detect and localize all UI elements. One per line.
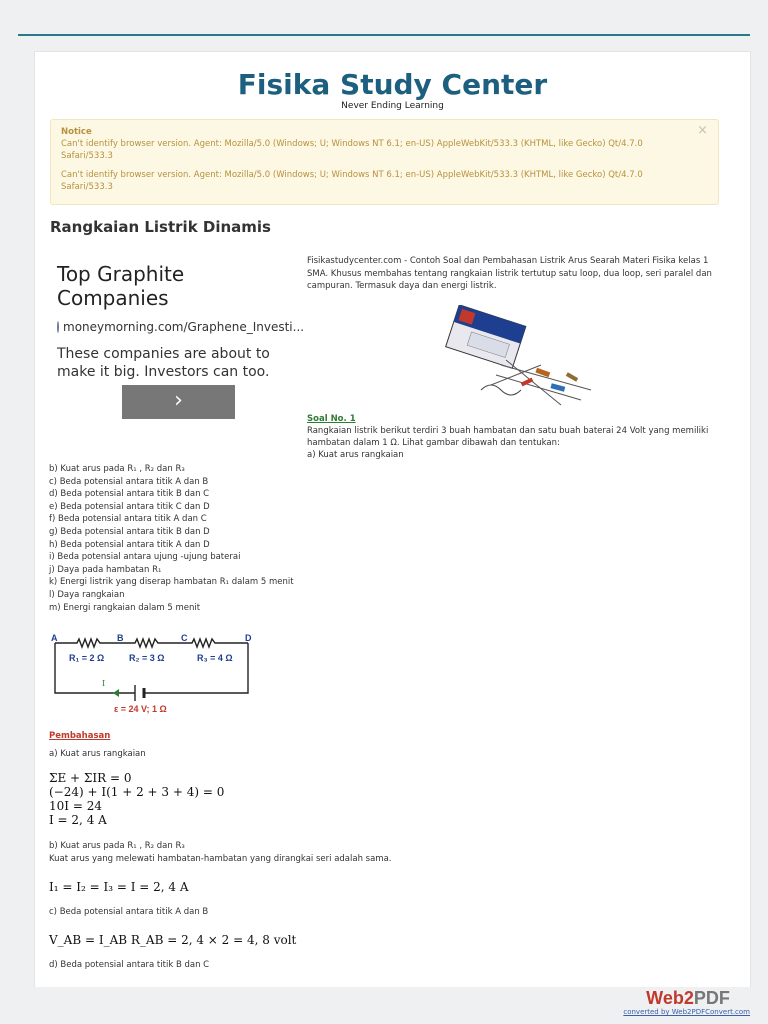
ad-description: These companies are about to make it big. Investors can too. <box>57 346 270 380</box>
question-section <box>307 413 719 461</box>
ad-title[interactable]: Top Graphite Companies <box>57 262 185 310</box>
list-item: g) Beda potensial antara titik B dan D <box>49 526 210 537</box>
solution-c-label: c) Beda potensial antara titik A dan B <box>49 907 209 917</box>
node-label: D <box>245 634 252 643</box>
article-title[interactable]: Rangkaian Listrik Dinamis <box>50 218 271 236</box>
ad-url[interactable] <box>57 320 305 334</box>
equation: I = 2, 4 A <box>49 813 107 827</box>
r2-label: R₂ = 3 Ω <box>129 653 165 663</box>
question-item-a: a) Kuat arus rangkaian <box>307 450 404 460</box>
node-label: A <box>51 634 58 643</box>
list-item: k) Energi listrik yang diserap hambatan R₁ dalam 5 menit <box>49 577 294 588</box>
list-item: j) Daya pada hambatan R₁ <box>49 564 162 575</box>
solution-title[interactable]: Pembahasan <box>49 731 111 741</box>
intro-text: Fisikastudycenter.com - Contoh Soal dan Pembahasan Listrik Arus Searah Materi Fisika kelas 1 SMA. Khusus membahas tentang rangkaian listrik tertutup satu loop, dua loop, seri paralel dan campuran. Termasuk daya dan energi listrik. <box>307 256 712 291</box>
list-item: b) Kuat arus pada R₁ , R₂ dan R₃ <box>49 464 185 474</box>
node-label: B <box>117 634 124 643</box>
list-item: f) Beda potensial antara titik A dan C <box>49 514 207 525</box>
notice-message: Can't identify browser version. Agent: Mozilla/5.0 (Windows; U; Windows NT 6.1; en-US) AppleWebKit/533.3 (KHTML, like Gecko) Qt/4.7.0 Safari/533.3 <box>61 139 643 161</box>
current-label: I <box>102 679 106 688</box>
logo-text-b: PDF <box>693 988 730 1008</box>
ad-next-button[interactable]: › <box>122 385 235 419</box>
list-item: m) Energi rangkaian dalam 5 menit <box>49 602 201 613</box>
battery-label: ε = 24 V; 1 Ω <box>114 704 167 714</box>
solution-b-text: Kuat arus yang melewati hambatan-hambatan yang dirangkai seri adalah sama. <box>49 854 392 864</box>
r1-label: R₁ = 2 Ω <box>69 653 105 663</box>
equation: ΣE + ΣIR = 0 <box>49 771 132 785</box>
top-rule <box>18 34 750 36</box>
circuit-diagram <box>49 634 269 716</box>
list-item: d) Beda potensial antara titik B dan C <box>49 489 210 500</box>
ad-box[interactable] <box>57 262 305 422</box>
globe-icon <box>57 321 59 333</box>
list-item: c) Beda potensial antara titik A dan B <box>49 476 209 487</box>
equation: V_AB = I_AB R_AB = 2, 4 × 2 = 4, 8 volt <box>49 933 297 947</box>
notice-box <box>50 119 719 205</box>
notice-title: Notice <box>61 127 92 137</box>
site-title[interactable]: Fisika Study Center <box>237 68 548 101</box>
list-item: l) Daya rangkaian <box>49 589 125 600</box>
solution-d-label: d) Beda potensial antara titik B dan C <box>49 960 210 970</box>
question-list <box>49 463 309 614</box>
page-content <box>34 51 751 987</box>
converted-link[interactable]: converted by Web2PDFConvert.com <box>623 1008 750 1016</box>
list-item: h) Beda potensial antara titik A dan D <box>49 539 210 550</box>
site-tagline: Never Ending Learning <box>341 101 444 111</box>
list-item: e) Beda potensial antara titik C dan D <box>49 501 210 512</box>
equation: 10I = 24 <box>49 799 102 813</box>
question-title[interactable]: Soal No. 1 <box>307 414 356 424</box>
ad-url-text: moneymorning.com/Graphene_Investi... <box>63 320 305 334</box>
equation: I₁ = I₂ = I₃ = I = 2, 4 A <box>49 880 189 894</box>
notice-message: Can't identify browser version. Agent: Mozilla/5.0 (Windows; U; Windows NT 6.1; en-US) AppleWebKit/533.3 (KHTML, like Gecko) Qt/4.7.0 Safari/533.3 <box>61 170 643 192</box>
battery-resistors-image <box>441 305 601 408</box>
solution-b-label: b) Kuat arus pada R₁ , R₂ dan R₃ <box>49 841 185 851</box>
article-intro <box>307 255 719 293</box>
list-item: i) Beda potensial antara ujung -ujung baterai <box>49 552 241 563</box>
node-label: C <box>181 634 188 643</box>
logo-text-a: Web2 <box>646 988 694 1008</box>
web2pdf-logo[interactable] <box>623 988 750 1016</box>
solution-a-label: a) Kuat arus rangkaian <box>49 749 146 759</box>
r3-label: R₃ = 4 Ω <box>197 653 233 663</box>
equation: (−24) + I(1 + 2 + 3 + 4) = 0 <box>49 785 225 799</box>
close-icon[interactable]: × <box>697 123 708 138</box>
question-text: Rangkaian listrik berikut terdiri 3 buah hambatan dan satu buah baterai 24 Volt yang memiliki hambatan dalam 1 Ω. Lihat gambar dibawah dan tentukan: <box>307 426 709 448</box>
